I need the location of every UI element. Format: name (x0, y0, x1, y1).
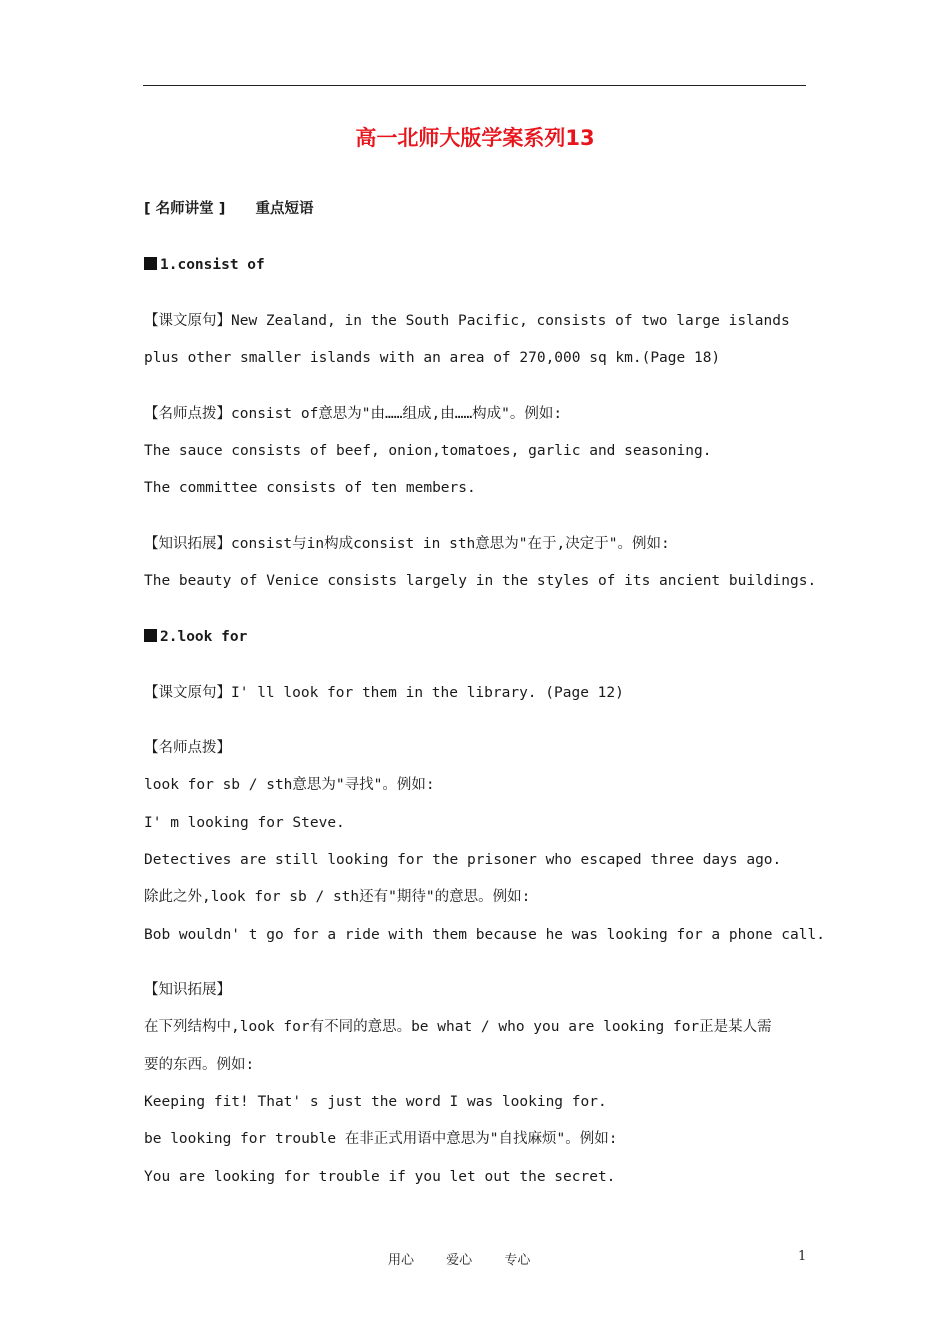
text-line: be looking for trouble 在非正式用语中意思为"自找麻烦"。例如: (144, 1131, 618, 1147)
text-line: 【知识拓展】 (144, 982, 231, 998)
text-line: The sauce consists of beef, onion,tomatoes, garlic and seasoning. (144, 443, 712, 459)
text-line: Bob wouldn' t go for a ride with them because he was looking for a phone call. (144, 927, 825, 943)
header-rule (143, 85, 806, 86)
text-line: You are looking for trouble if you let out the secret. (144, 1169, 616, 1185)
text-line: Detectives are still looking for the prisoner who escaped three days ago. (144, 852, 782, 868)
text-line: Keeping fit! That' s just the word I was looking for. (144, 1094, 607, 1110)
section-header (144, 199, 313, 219)
phrase-heading-2: 2.look for (144, 627, 247, 647)
square-bullet-icon (144, 629, 157, 642)
page-footer (388, 1249, 558, 1268)
text-line: look for sb / sth意思为"寻找"。例如: (144, 777, 435, 793)
page-number: 1 (798, 1249, 807, 1264)
section-label: 重点短语 (255, 201, 314, 217)
text-line: 除此之外,look for sb / sth还有"期待"的意思。例如: (144, 889, 531, 905)
phrase-heading-1: 1.consist of (144, 255, 265, 275)
section-bracket: [ 名师讲堂 ] (144, 201, 226, 217)
square-bullet-icon (144, 257, 157, 270)
text-line: 要的东西。例如: (144, 1057, 255, 1073)
text-line: 【知识拓展】consist与in构成consist in sth意思为"在于,决定于"。例如: (144, 536, 670, 552)
text-line: 在下列结构中,look for有不同的意思。be what / who you are looking for正是某人需 (144, 1019, 772, 1035)
footer-item: 用心 (388, 1253, 415, 1268)
text-line: 【课文原句】New Zealand, in the South Pacific, consists of two large islands (144, 313, 790, 329)
text-line: 【名师点拨】 (144, 740, 231, 756)
footer-item: 专心 (504, 1253, 531, 1268)
text-line: 【课文原句】I' ll look for them in the library. (Page 12) (144, 685, 624, 701)
text-line: plus other smaller islands with an area of 270,000 sq km.(Page 18) (144, 350, 721, 366)
footer-item: 爱心 (446, 1253, 473, 1268)
document-title: 高一北师大版学案系列13 (355, 126, 595, 150)
text-line: The beauty of Venice consists largely in the styles of its ancient buildings. (144, 573, 817, 589)
text-line: 【名师点拨】consist of意思为"由……组成,由……构成"。例如: (144, 406, 563, 422)
text-line: I' m looking for Steve. (144, 815, 345, 831)
text-line: The committee consists of ten members. (144, 480, 476, 496)
